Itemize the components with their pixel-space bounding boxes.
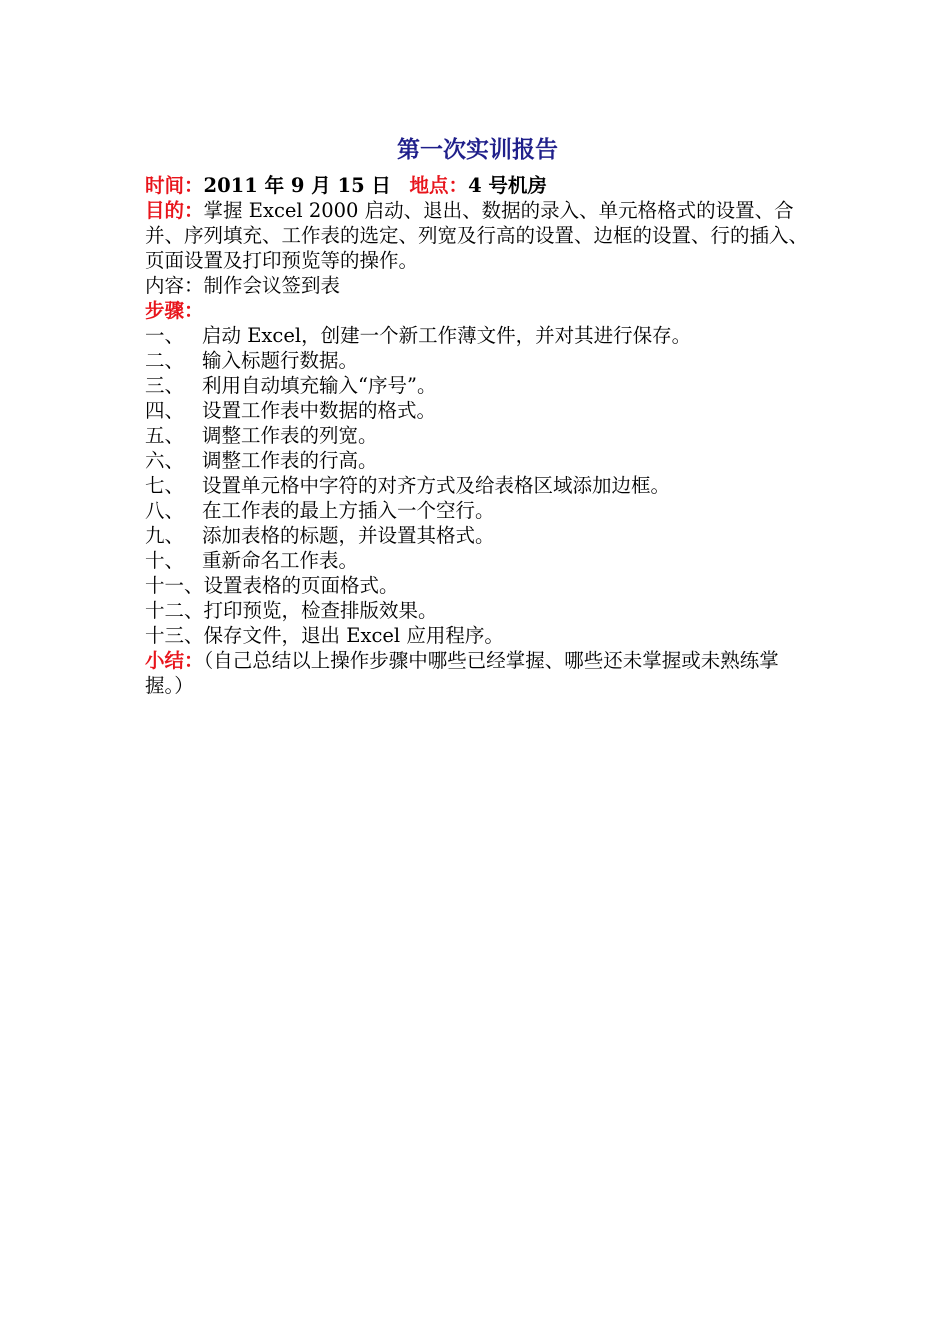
summary-text: （自己总结以上操作步骤中哪些已经掌握、哪些还未掌握或未熟练掌握。） — [145, 649, 779, 697]
time-value: 2011 年 9 月 15 日 — [203, 174, 391, 197]
step-number: 八、 — [145, 499, 185, 522]
steps-heading — [145, 298, 810, 323]
step-text: 设置单元格中字符的对齐方式及给表格区域添加边框。 — [202, 474, 671, 497]
step-item — [145, 473, 810, 498]
summary-label: 小结： — [145, 649, 204, 672]
step-number: 九、 — [145, 524, 185, 547]
time-label: 时间： — [145, 174, 204, 197]
step-number: 十三、 — [145, 624, 204, 647]
summary-paragraph — [145, 648, 810, 698]
step-item — [145, 498, 810, 523]
place-label: 地点： — [409, 174, 469, 197]
content-text: 制作会议签到表 — [203, 274, 341, 297]
step-text: 设置工作表中数据的格式。 — [202, 399, 437, 422]
steps-label: 步骤： — [145, 299, 204, 322]
purpose-paragraph — [145, 198, 810, 273]
step-number: 十二、 — [145, 599, 204, 622]
step-number: 一、 — [145, 324, 185, 347]
content-label: 内容： — [145, 274, 204, 297]
step-item — [145, 373, 810, 398]
step-item — [145, 448, 810, 473]
step-item — [145, 398, 810, 423]
step-text: 添加表格的标题，并设置其格式。 — [202, 524, 495, 547]
step-text: 打印预览，检查排版效果。 — [203, 599, 438, 622]
step-text: 在工作表的最上方插入一个空行。 — [202, 499, 495, 522]
step-item — [145, 523, 810, 548]
step-number: 四、 — [145, 399, 185, 422]
place-value: 4 号机房 — [468, 174, 547, 197]
document-page — [145, 133, 810, 698]
step-item — [145, 573, 810, 598]
step-number: 六、 — [145, 449, 185, 472]
steps-list — [145, 323, 810, 648]
step-item — [145, 348, 810, 373]
step-item — [145, 548, 810, 573]
content-line — [145, 273, 810, 298]
step-text: 调整工作表的行高。 — [202, 449, 378, 472]
step-item — [145, 323, 810, 348]
step-text: 利用自动填充输入“序号”。 — [202, 374, 437, 397]
step-text: 设置表格的页面格式。 — [203, 574, 399, 597]
step-text: 保存文件，退出 Excel 应用程序。 — [203, 624, 504, 647]
step-item — [145, 623, 810, 648]
step-text: 启动 Excel，创建一个新工作薄文件，并对其进行保存。 — [202, 324, 692, 347]
step-number: 七、 — [145, 474, 185, 497]
step-text: 调整工作表的列宽。 — [202, 424, 378, 447]
step-item — [145, 598, 810, 623]
step-text: 重新命名工作表。 — [202, 549, 359, 572]
step-number: 十、 — [145, 549, 185, 572]
purpose-label: 目的： — [145, 199, 204, 222]
step-number: 五、 — [145, 424, 185, 447]
step-text: 输入标题行数据。 — [202, 349, 359, 372]
time-place-line — [145, 173, 810, 198]
purpose-text: 掌握 Excel 2000 启动、退出、数据的录入、单元格格式的设置、合并、序列填充、工作表的选定、列宽及行高的设置、边框的设置、行的插入、页面设置及打印预览等的操作。 — [145, 199, 809, 272]
step-item — [145, 423, 810, 448]
step-number: 二、 — [145, 349, 185, 372]
step-number: 十一、 — [145, 574, 204, 597]
page-title: 第一次实训报告 — [397, 136, 558, 163]
step-number: 三、 — [145, 374, 185, 397]
